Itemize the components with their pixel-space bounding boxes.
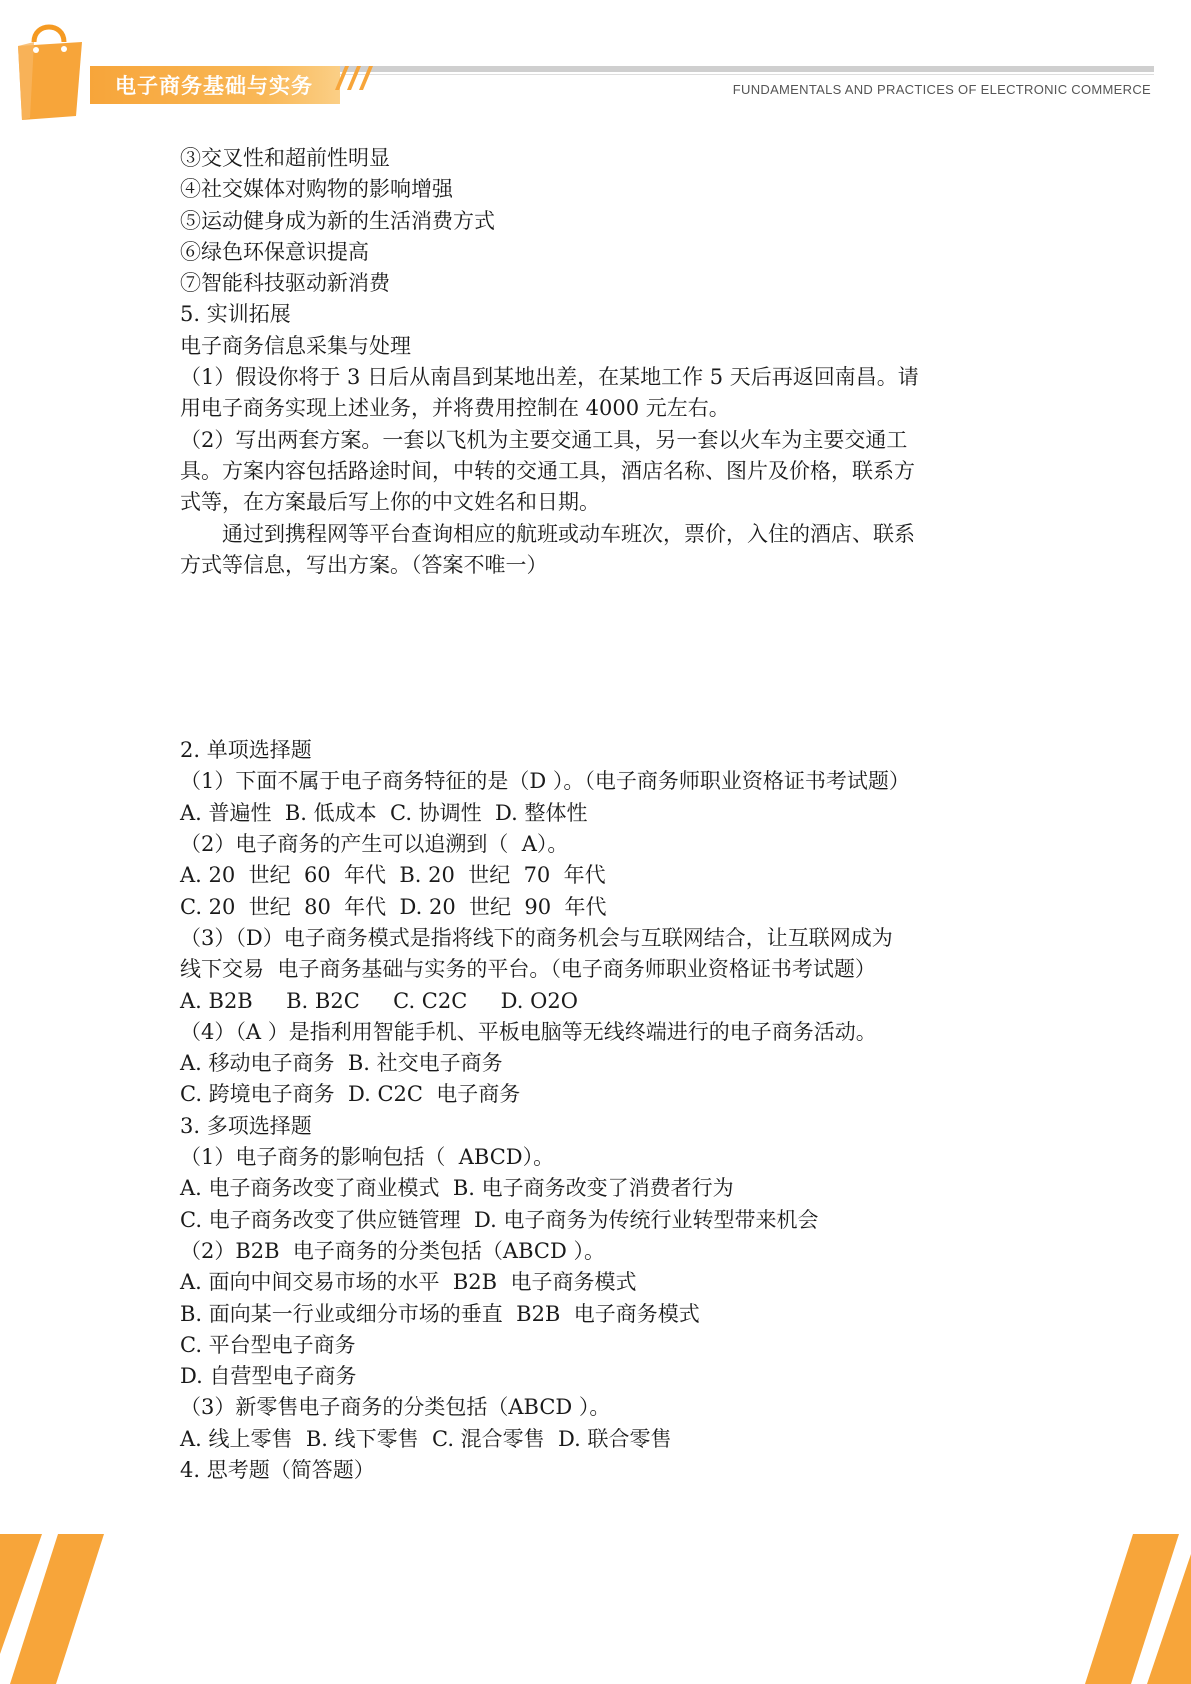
section-heading: 4. 思考题（简答题） (180, 1457, 375, 1482)
slash-decoration-icon (325, 62, 385, 92)
text-line: ③交叉性和超前性明显 (180, 146, 390, 170)
section-heading: 2. 单项选择题 (180, 738, 312, 763)
options-line: C. 跨境电子商务 D. C2C 电子商务 (180, 1082, 521, 1107)
question-line: （2）电子商务的产生可以追溯到（ A）。 (180, 832, 569, 857)
options-line: A. 移动电子商务 B. 社交电子商务 (180, 1051, 503, 1076)
page-header (0, 0, 1191, 130)
text-line: ⑦智能科技驱动新消费 (180, 271, 390, 296)
text-line: （1）假设你将于 3 日后从南昌到某地出差，在某地工作 5 天后再返回南昌。请 (180, 365, 919, 390)
text-line: 式等，在方案最后写上你的中文姓名和日期。 (180, 490, 600, 515)
section-heading: 3. 多项选择题 (180, 1113, 312, 1138)
options-line: A. B2B B. B2C C. C2C D. O2O (180, 988, 578, 1013)
header-rule-thin (340, 74, 1154, 75)
text-line: （2）写出两套方案。一套以飞机为主要交通工具，另一套以火车为主要交通工 (180, 427, 908, 452)
options-line: A. 线上零售 B. 线下零售 C. 混合零售 D. 联合零售 (180, 1426, 672, 1451)
options-line: D. 自营型电子商务 (180, 1364, 357, 1389)
section-heading: 5. 实训拓展 (180, 302, 291, 327)
options-line: B. 面向某一行业或细分市场的垂直 B2B 电子商务模式 (180, 1301, 700, 1326)
options-line: C. 电子商务改变了供应链管理 D. 电子商务为传统行业转型带来机会 (180, 1207, 819, 1232)
options-line: A. 20 世纪 60 年代 B. 20 世纪 70 年代 (180, 863, 606, 888)
text-line: 用电子商务实现上述业务，并将费用控制在 4000 元左右。 (180, 396, 730, 421)
options-line: A. 普遍性 B. 低成本 C. 协调性 D. 整体性 (180, 800, 588, 825)
question-line: （3）新零售电子商务的分类包括（ABCD ）。 (180, 1395, 611, 1420)
footer-stripes-right-icon (1081, 1534, 1191, 1684)
answer-line: 通过到携程网等平台查询相应的航班或动车班次，票价，入住的酒店、联系 (222, 521, 915, 546)
options-line: C. 平台型电子商务 (180, 1332, 356, 1357)
question-line: （1）下面不属于电子商务特征的是（D ）。（电子商务师职业资格证书考试题） (180, 769, 910, 794)
section-quiz (180, 735, 1010, 1486)
header-rule (340, 66, 1154, 72)
header-english-subtitle: FUNDAMENTALS AND PRACTICES OF ELECTRONIC COMMERCE (732, 82, 1151, 97)
page-content (180, 143, 1010, 1486)
text-line: ④社交媒体对购物的影响增强 (180, 177, 453, 202)
options-line: A. 面向中间交易市场的水平 B2B 电子商务模式 (180, 1270, 637, 1295)
answer-line: 方式等信息，写出方案。（答案不唯一） (180, 552, 548, 577)
question-line: 线下交易 电子商务基础与实务的平台。（电子商务师职业资格证书考试题） (180, 957, 876, 982)
question-line: （3）（D）电子商务模式是指将线下的商务机会与互联网结合，让互联网成为 (180, 925, 893, 950)
header-title: 电子商务基础与实务 (115, 74, 313, 98)
text-line: 具。方案内容包括路途时间，中转的交通工具，酒店名称、图片及价格，联系方 (180, 458, 915, 483)
options-line: C. 20 世纪 80 年代 D. 20 世纪 90 年代 (180, 894, 607, 919)
section-consumer-trends-and-training (180, 143, 1010, 581)
options-line: A. 电子商务改变了商业模式 B. 电子商务改变了消费者行为 (180, 1176, 734, 1201)
footer-stripes-left-icon (0, 1534, 110, 1684)
subsection-heading: 电子商务信息采集与处理 (180, 333, 411, 358)
shopping-bag-logo-icon (12, 16, 90, 120)
blank-space (180, 581, 1010, 735)
text-line: ⑤运动健身成为新的生活消费方式 (180, 208, 495, 233)
question-line: （2）B2B 电子商务的分类包括（ABCD ）。 (180, 1238, 606, 1263)
text-line: ⑥绿色环保意识提高 (180, 239, 369, 264)
question-line: （4）（A ）是指利用智能手机、平板电脑等无线终端进行的电子商务活动。 (180, 1019, 877, 1044)
question-line: （1）电子商务的影响包括（ ABCD）。 (180, 1145, 555, 1170)
